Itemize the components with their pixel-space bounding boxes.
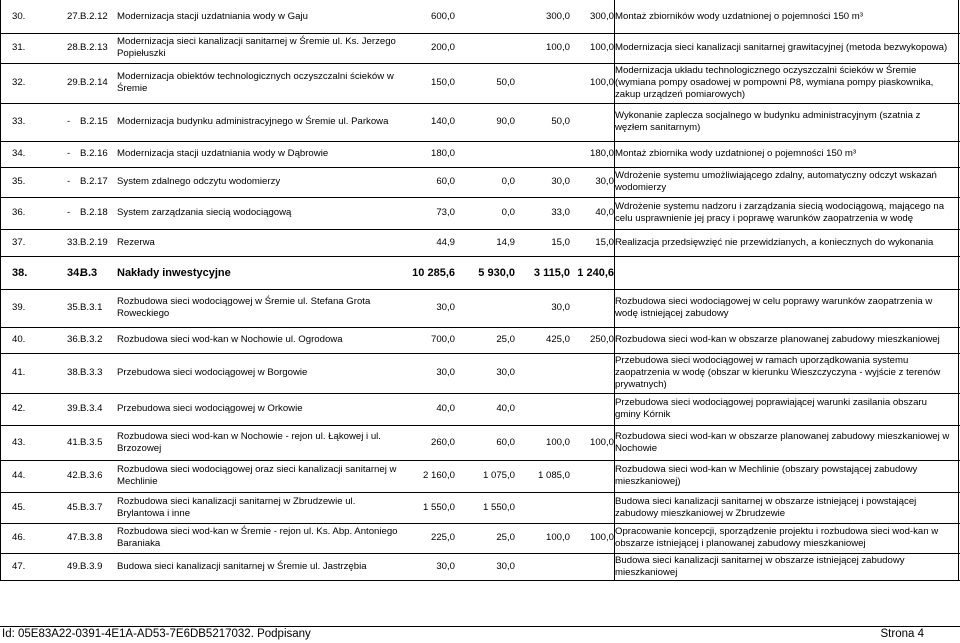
value-year-2: 425,0 xyxy=(545,334,570,345)
row-number: 41. xyxy=(12,367,26,378)
task-name: Rozbudowa sieci wod-kan w Nochowie ul. Ogrodowa xyxy=(117,334,343,345)
value-year-2: 15,0 xyxy=(551,236,570,248)
document-id: Id: 05E83A22-0391-4E1A-AD53-7E6DB5217032. Podpisany xyxy=(2,628,311,640)
task-description: Rozbudowa sieci wodociągowej w celu poprawy warunków zaopatrzenia w wodę istniejącej zabudowy xyxy=(615,296,933,319)
task-name: Rozbudowa sieci wodociągowej oraz sieci kanalizacji sanitarnej w Mechlinie xyxy=(117,464,397,487)
table-row xyxy=(0,0,960,33)
row-prev-number: 42. xyxy=(67,470,81,481)
task-name: Modernizacja obiektów technologicznych oczyszczalni ścieków w Śremie xyxy=(117,71,394,94)
value-total: 30,0 xyxy=(436,560,455,572)
page-footer xyxy=(0,625,960,643)
row-prev-number: 38. xyxy=(67,367,81,378)
value-year-2: 50,0 xyxy=(551,116,570,127)
table-row xyxy=(0,460,960,492)
table-row xyxy=(0,256,960,289)
task-name: Przebudowa sieci wodociągowej w Borgowie xyxy=(117,367,308,378)
value-year-1: 1 075,0 xyxy=(482,470,515,481)
table-row xyxy=(0,553,960,580)
task-code: B.3.7 xyxy=(80,501,103,513)
task-name: Rozbudowa sieci wod-kan w Nochowie - rejon ul. Łąkowej i ul. Brzozowej xyxy=(117,430,381,454)
table-row xyxy=(0,33,960,63)
value-year-1: 0,0 xyxy=(501,176,515,187)
value-year-3 xyxy=(570,492,614,523)
task-description: Budowa sieci kanalizacji sanitarnej w obszarze istniejącej i powstającej zabudowy mieszkaniowej w Zbrudzewie xyxy=(615,495,917,519)
value-total: 60,0 xyxy=(436,176,455,187)
task-code: B.2.19 xyxy=(80,236,108,248)
task-code: B.3.4 xyxy=(80,403,103,414)
value-total: 30,0 xyxy=(436,367,455,378)
value-total: 260,0 xyxy=(430,436,455,448)
table-row xyxy=(0,141,960,167)
table-row xyxy=(0,393,960,425)
value-year-3: 100,0 xyxy=(589,436,614,448)
task-code: B.2.14 xyxy=(80,77,108,88)
row-prev-number: 45. xyxy=(67,501,81,513)
row-number: 45. xyxy=(12,501,26,513)
row-number: 40. xyxy=(12,334,26,345)
row-prev-number: 29. xyxy=(67,77,81,88)
value-year-1 xyxy=(455,289,515,327)
value-year-2: 100,0 xyxy=(545,436,570,448)
value-total: 44,9 xyxy=(436,236,455,248)
task-name: System zdalnego odczytu wodomierzy xyxy=(117,176,281,187)
row-prev-number: 47. xyxy=(67,532,81,543)
task-description: Wykonanie zaplecza socjalnego w budynku administracyjnym (szatnia z węzłem sanitarnym) xyxy=(615,110,921,133)
value-year-3 xyxy=(570,553,614,580)
row-prev-number: 39. xyxy=(67,403,81,414)
value-year-2: 1 085,0 xyxy=(537,470,570,481)
value-year-2 xyxy=(515,553,570,580)
task-description: Modernizacja sieci kanalizacji sanitarnej grawitacyjnej (metoda bezwykopowa) xyxy=(615,42,948,53)
value-year-2 xyxy=(515,492,570,523)
value-year-2: 33,0 xyxy=(551,207,570,218)
value-total: 140,0 xyxy=(430,116,455,127)
row-prev-number: 27. xyxy=(67,10,81,22)
value-year-3: 250,0 xyxy=(589,334,614,345)
row-prev-number: 34. xyxy=(67,266,83,279)
task-code: B.3.9 xyxy=(80,560,103,572)
value-year-3: 180,0 xyxy=(589,148,614,159)
row-number: 39. xyxy=(12,302,26,313)
row-number: 38. xyxy=(12,266,28,279)
page-number: Strona 4 xyxy=(880,628,924,640)
task-name: Modernizacja stacji uzdatniania wody w Gaju xyxy=(117,10,308,22)
task-name: Rozbudowa sieci wodociągowej w Śremie ul. Stefana Grota Roweckiego xyxy=(117,296,371,319)
table-row xyxy=(0,425,960,460)
value-total: 225,0 xyxy=(430,532,455,543)
task-name: Przebudowa sieci wodociągowej w Orkowie xyxy=(117,403,303,414)
value-year-1 xyxy=(455,0,515,33)
row-prev-number: 36. xyxy=(67,334,81,345)
row-number: 33. xyxy=(12,116,26,127)
table-row xyxy=(0,327,960,353)
value-year-3 xyxy=(570,103,614,141)
value-year-2: 30,0 xyxy=(551,302,570,313)
row-number: 43. xyxy=(12,436,26,448)
row-number: 46. xyxy=(12,532,26,543)
row-number: 47. xyxy=(12,560,26,572)
value-year-1 xyxy=(455,141,515,167)
task-description: Wdrożenie systemu umożliwiającego zdalny, automatyczny odczyt wskazań wodomierzy xyxy=(615,170,937,193)
value-total: 73,0 xyxy=(436,207,455,218)
table-row xyxy=(0,492,960,523)
value-year-3: 100,0 xyxy=(589,532,614,543)
value-year-1: 25,0 xyxy=(496,532,515,543)
value-year-3: 40,0 xyxy=(595,207,614,218)
row-number: 35. xyxy=(12,176,26,187)
task-name: Modernizacja budynku administracyjnego w Śremie ul. Parkowa xyxy=(117,116,389,127)
value-year-2: 300,0 xyxy=(545,10,570,22)
value-year-3: 100,0 xyxy=(589,77,614,88)
task-description: Rozbudowa sieci wod-kan w obszarze planowanej zabudowy mieszkaniowej xyxy=(615,334,940,345)
table-row xyxy=(0,197,960,229)
value-year-1: 30,0 xyxy=(496,560,515,572)
value-total: 30,0 xyxy=(436,302,455,313)
row-prev-number: - xyxy=(67,176,71,187)
value-year-2: 3 115,0 xyxy=(533,266,570,279)
task-description: Opracowanie koncepcji, sporządzenie projektu i rozbudowa sieci wod-kan w obszarze istniejącej i planowanej zabudowy mieszkaniowej xyxy=(615,526,939,549)
row-prev-number: 28. xyxy=(67,42,81,53)
task-code: B.2.17 xyxy=(80,176,108,187)
row-number: 36. xyxy=(12,207,26,218)
value-total: 10 285,6 xyxy=(412,266,455,279)
value-total: 700,0 xyxy=(430,334,455,345)
value-year-1: 25,0 xyxy=(496,334,515,345)
row-prev-number: 49. xyxy=(67,560,81,572)
value-year-3: 30,0 xyxy=(595,176,614,187)
task-description: Przebudowa sieci wodociągowej poprawiającej warunki zasilania obszaru gminy Kórnik xyxy=(615,397,927,420)
task-description: Rozbudowa sieci wod-kan w Mechlinie (obszary powstającej zabudowy mieszkaniowej) xyxy=(615,464,918,487)
value-total: 40,0 xyxy=(436,403,455,414)
value-year-3 xyxy=(570,289,614,327)
task-name: Budowa sieci kanalizacji sanitarnej w Śremie ul. Jastrzębia xyxy=(117,560,367,572)
value-year-1: 60,0 xyxy=(496,436,515,448)
table-row xyxy=(0,353,960,393)
task-code: B.3.6 xyxy=(80,470,103,481)
table-row xyxy=(0,523,960,553)
table-row xyxy=(0,289,960,327)
column-divider xyxy=(614,0,615,580)
task-name: System zarządzania siecią wodociągową xyxy=(117,207,292,218)
task-description: Modernizacja układu technologicznego oczyszczalni ścieków w Śremie (wymiana pompy osadowej w pompowni P8, wymiana pompy piaskownika, zakup urządzeń pomiarowych) xyxy=(615,65,934,100)
value-year-3: 300,0 xyxy=(589,10,614,22)
row-prev-number: 41. xyxy=(67,436,81,448)
value-total: 150,0 xyxy=(430,77,455,88)
task-code: B.3.5 xyxy=(80,436,103,448)
value-year-1: 14,9 xyxy=(496,236,515,248)
value-year-2 xyxy=(515,353,570,393)
row-number: 34. xyxy=(12,148,26,159)
task-name: Nakłady inwestycyjne xyxy=(117,266,231,279)
value-year-3: 1 240,6 xyxy=(577,266,614,279)
footer-rule xyxy=(0,626,960,627)
value-year-1: 5 930,0 xyxy=(478,266,515,279)
value-total: 600,0 xyxy=(430,10,455,22)
row-number: 44. xyxy=(12,470,26,481)
value-year-3 xyxy=(570,460,614,492)
task-code: B.2.16 xyxy=(80,148,108,159)
row-prev-number: 35. xyxy=(67,302,81,313)
value-year-2 xyxy=(515,63,570,103)
value-year-2 xyxy=(515,141,570,167)
row-number: 42. xyxy=(12,403,26,414)
task-code: B.3.2 xyxy=(80,334,103,345)
row-number: 30. xyxy=(12,10,26,22)
value-year-1: 90,0 xyxy=(496,116,515,127)
task-code: B.2.15 xyxy=(80,116,108,127)
task-description: Realizacja przedsięwzięć nie przewidzianych, a koniecznych do wykonania xyxy=(615,236,934,248)
value-year-1: 30,0 xyxy=(496,367,515,378)
value-year-1: 1 550,0 xyxy=(482,501,515,513)
value-total: 1 550,0 xyxy=(422,501,455,513)
task-description: Wdrożenie systemu nadzoru i zarządzania siecią wodociągową, mającego na celu usprawnienie jej pracy i poprawę warunków zaopatrzenia w wodę xyxy=(615,201,945,224)
task-name: Modernizacja stacji uzdatniania wody w Dąbrowie xyxy=(117,148,329,159)
value-year-1: 40,0 xyxy=(496,403,515,414)
value-total: 180,0 xyxy=(430,148,455,159)
task-description: Montaż zbiornika wody uzdatnionej o pojemności 150 m³ xyxy=(615,148,857,159)
table-row xyxy=(0,229,960,256)
task-code: B.3 xyxy=(80,266,98,279)
value-year-1 xyxy=(455,33,515,63)
task-description: Montaż zbiorników wody uzdatnionej o pojemności 150 m³ xyxy=(615,10,863,22)
task-description: Przebudowa sieci wodociągowej w ramach uporządkowania systemu zaopatrzenia w wodę (obszar w kierunku Wieszczyczyna - wyjście z terenów prywatnych) xyxy=(615,355,941,390)
task-name: Rozbudowa sieci kanalizacji sanitarnej w Zbrudzewie ul. Brylantowa i inne xyxy=(117,495,356,519)
row-prev-number: - xyxy=(67,207,71,218)
task-code: B.3.3 xyxy=(80,367,103,378)
value-total: 200,0 xyxy=(430,42,455,53)
value-year-3: 15,0 xyxy=(595,236,614,248)
row-number: 37. xyxy=(12,236,26,248)
task-name: Modernizacja sieci kanalizacji sanitarnej w Śremie ul. Ks. Jerzego Popiełuszki xyxy=(117,36,396,59)
row-prev-number: 33. xyxy=(67,236,81,248)
value-year-2 xyxy=(515,393,570,425)
column-divider xyxy=(0,0,1,580)
value-total: 2 160,0 xyxy=(422,470,455,481)
task-description: Budowa sieci kanalizacji sanitarnej w obszarze istniejącej zabudowy mieszkaniowej xyxy=(615,554,905,578)
row-number: 32. xyxy=(12,77,26,88)
task-code: B.2.18 xyxy=(80,207,108,218)
table-row xyxy=(0,63,960,103)
table-row xyxy=(0,167,960,197)
task-description xyxy=(615,256,955,289)
value-year-3 xyxy=(570,353,614,393)
value-year-2: 100,0 xyxy=(545,532,570,543)
value-year-2: 30,0 xyxy=(551,176,570,187)
row-number: 31. xyxy=(12,42,26,53)
value-year-3 xyxy=(570,393,614,425)
task-code: B.2.13 xyxy=(80,42,108,53)
task-code: B.2.12 xyxy=(80,10,108,22)
row-prev-number: - xyxy=(67,116,71,127)
task-name: Rezerwa xyxy=(117,236,155,248)
task-code: B.3.8 xyxy=(80,532,103,543)
value-year-1: 0,0 xyxy=(501,207,515,218)
row-prev-number: - xyxy=(67,148,71,159)
value-year-3: 100,0 xyxy=(589,42,614,53)
value-year-1: 50,0 xyxy=(496,77,515,88)
task-code: B.3.1 xyxy=(80,302,103,313)
value-year-2: 100,0 xyxy=(545,42,570,53)
table-row xyxy=(0,103,960,141)
task-name: Rozbudowa sieci wod-kan w Śremie - rejon ul. Ks. Abp. Antoniego Baraniaka xyxy=(117,526,398,549)
task-description: Rozbudowa sieci wod-kan w obszarze planowanej zabudowy mieszkaniowej w Nochowie xyxy=(615,430,950,454)
column-divider xyxy=(958,0,959,580)
row-divider xyxy=(0,580,960,581)
